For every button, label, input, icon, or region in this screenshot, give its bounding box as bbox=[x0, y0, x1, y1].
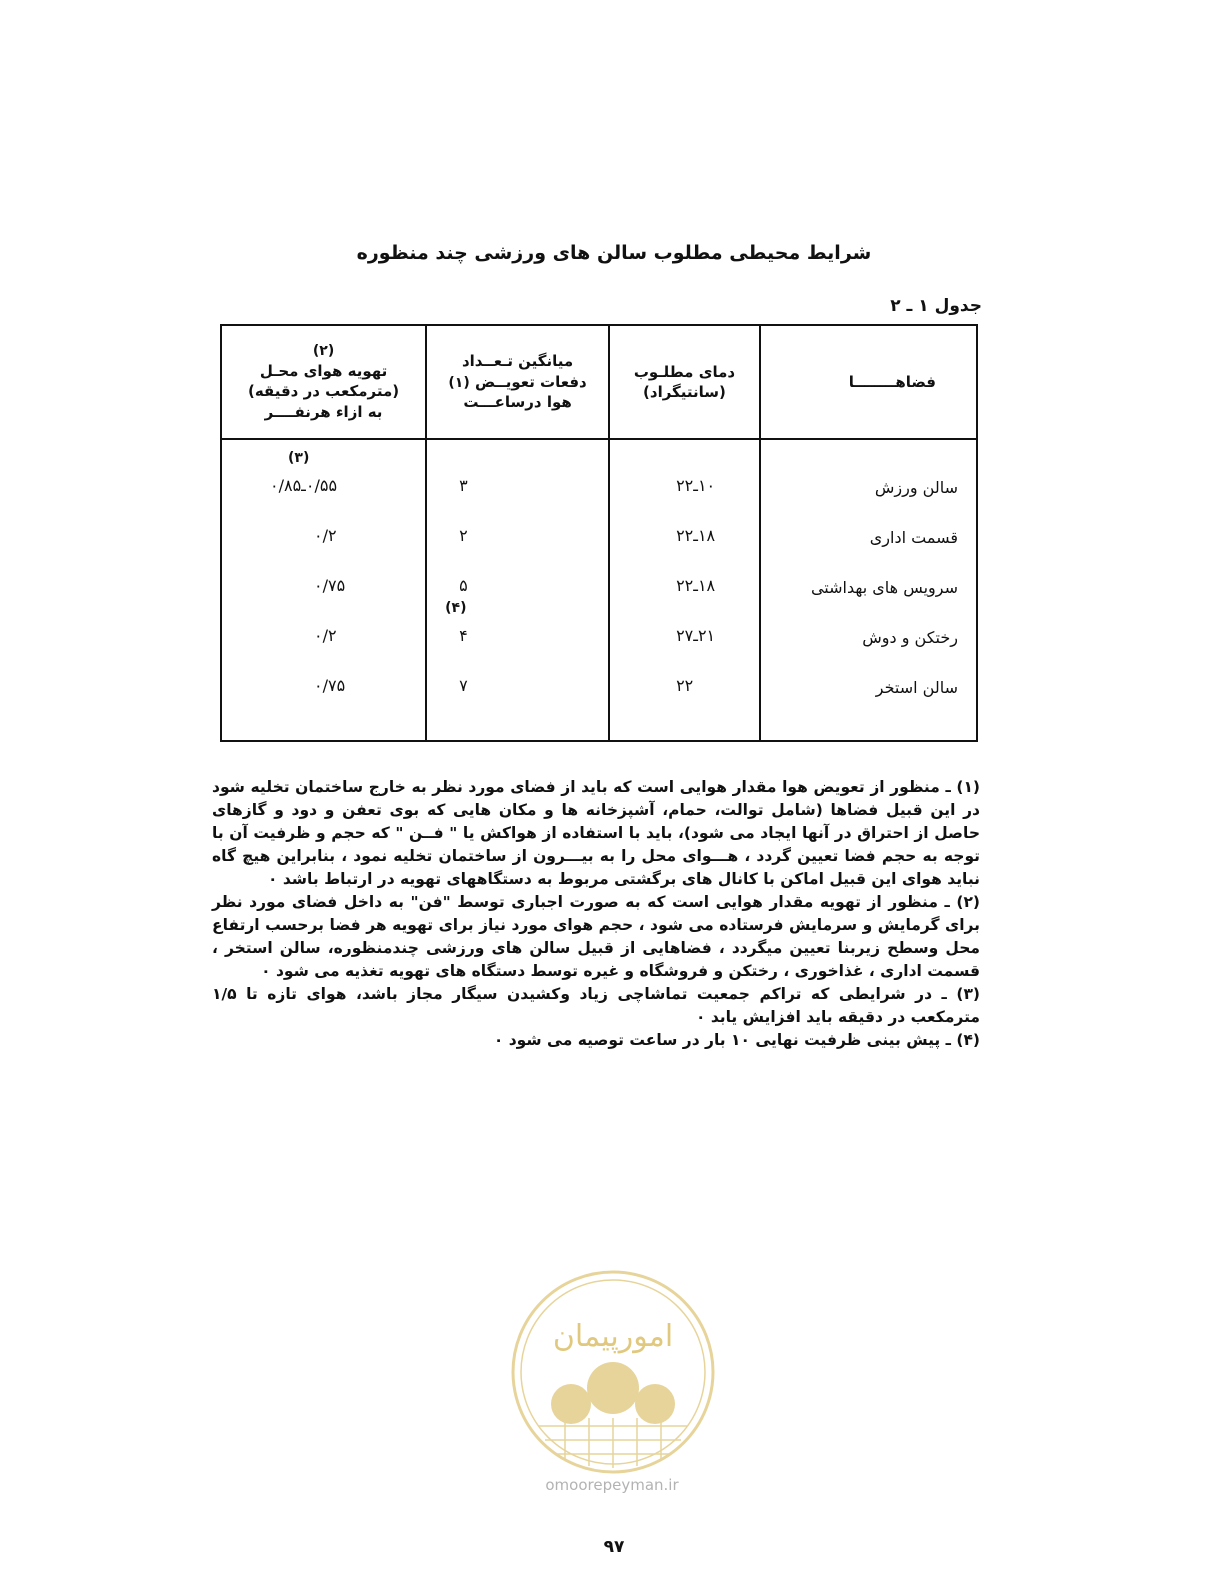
header-vent-line1: تهویه هوای محـل bbox=[259, 362, 388, 381]
footnote-4: (۴) ـ پیش بینی ظرفیت نهایی ۱۰ بار در ساعت توصیه می شود ۰ bbox=[493, 1031, 980, 1049]
header-rate-line3: هوا درساعـــت bbox=[463, 393, 572, 412]
table-cell-rate: ۲ bbox=[459, 526, 468, 545]
table-cell-rate: ۳ bbox=[459, 476, 468, 495]
header-rate-footnote-mark: (۱) bbox=[448, 374, 470, 391]
header-vent-line2: (مترمکعب در دقیقه) bbox=[247, 382, 400, 401]
watermark-logo bbox=[509, 1268, 717, 1476]
table-cell-temperature: ۲۲ bbox=[676, 676, 694, 695]
watermark-url: omoorepeyman.ir bbox=[545, 1476, 679, 1494]
header-temperature bbox=[609, 325, 760, 439]
header-rate-line1: میانگین تـعــداد bbox=[461, 352, 574, 371]
table-header-row bbox=[221, 325, 977, 439]
table-cell-rate: ۵ bbox=[459, 576, 468, 595]
table-caption: جدول ۱ ـ ۲ bbox=[890, 296, 982, 316]
header-ventilation bbox=[221, 325, 426, 439]
header-vent-line3: به ازاء هرنفــــر bbox=[264, 402, 383, 421]
footnotes bbox=[212, 776, 980, 1052]
table-cell-rate: ۴ bbox=[459, 626, 468, 645]
table-cell-rate-footnote-mark: (۴) bbox=[445, 600, 467, 616]
page-number: ۹۷ bbox=[603, 1537, 625, 1557]
header-vent-footnote-mark: (۲) bbox=[312, 343, 335, 360]
table-cell-temperature: ۱۸ـ۲۲ bbox=[676, 576, 716, 595]
header-space bbox=[760, 325, 977, 439]
table-cell-space: قسمت اداری bbox=[869, 528, 958, 547]
table-cell-temperature: ۱۸ـ۲۲ bbox=[676, 526, 716, 545]
footnote-2: (۲) ـ منظور از تهویه مقدار هوایی است که به صورت اجباری توسط "فن" به داخل فضای مورد نظر برای گرمایش و سرمایش فرستاده می شود ، حجم هوای مورد نیاز برای تهویه هر فضا برحسب ارتفاع محل وسطح زیربنا تعیین میگردد ، فضاهایی از قبیل سالن های ورزشی چندمنظوره، سالن استخر ، قسمت اداری ، غذاخوری ، رختکن و فروشگاه و غیره توسط دستگاه های تهویه تغذیه می شود ۰ bbox=[212, 893, 980, 980]
table-cell-space: سرویس های بهداشتی bbox=[810, 578, 958, 597]
header-space-label: فضاهــــــــا bbox=[848, 372, 936, 391]
table-cell-vent-footnote-mark: (۳) bbox=[288, 450, 310, 466]
table-cell-space: سالن ورزش bbox=[874, 478, 958, 497]
header-rate-line2: دفعات تعویــض bbox=[474, 372, 587, 391]
header-temperature-line1: دمای مطلـوب bbox=[633, 362, 736, 381]
table-cell-ventilation: ۰/۲ bbox=[314, 626, 337, 645]
header-air-change-rate bbox=[426, 325, 609, 439]
table-cell-ventilation: ۰/۷۵ bbox=[314, 676, 346, 695]
table-cell-ventilation: ۰/۲ bbox=[314, 526, 337, 545]
page-title: شرایط محیطی مطلوب سالن های ورزشی چند منظوره bbox=[356, 242, 872, 264]
conditions-table bbox=[220, 324, 978, 742]
table-cell-ventilation: ۰/۷۵ bbox=[314, 576, 346, 595]
watermark-gear-icon bbox=[551, 1362, 675, 1424]
table-cell-rate: ۷ bbox=[459, 676, 468, 695]
watermark-text: امورپیمان bbox=[552, 1319, 674, 1354]
header-temperature-line2: (سانتیگراد) bbox=[643, 383, 726, 401]
table-cell-temperature: ۲۱ـ۲۷ bbox=[676, 626, 716, 645]
table-cell-space: رختکن و دوش bbox=[862, 628, 958, 647]
column-ventilation bbox=[221, 439, 426, 741]
table-cell-ventilation: ۰/۵۵ـ۰/۸۵ bbox=[270, 476, 338, 495]
table-cell-temperature: ۱۰ـ۲۲ bbox=[676, 476, 716, 495]
column-temperature bbox=[609, 439, 760, 741]
table-cell-space: سالن استخر bbox=[875, 678, 958, 697]
footnote-3: (۳) ـ در شرایطی که تراکم جمعیت تماشاچی زیاد وکشیدن سیگار مجاز باشد، هوای تازه تا ۱/۵ مترمکعب در دقیقه باید افزایش یابد ۰ bbox=[212, 985, 980, 1026]
column-space bbox=[760, 439, 977, 741]
table-body-row bbox=[221, 439, 977, 741]
column-air-change-rate bbox=[426, 439, 609, 741]
footnote-1: (۱) ـ منظور از تعویض هوا مقدار هوایی است که باید از فضای مورد نظر به خارج ساختمان تخلیه شود در این قبیل فضاها (شامل توالت، حمام، آشپزخانه ها و مکان هایی که بوی تعفن و دود و گازهای حاصل از احتراق در آنها ایجاد می شود)، باید با استفاده از هواکش یا " فــن " که حجم و ظرفیت آن با توجه به حجم فضا تعیین گردد ، هـــوای محل را به بیـــرون از ساختمان تخلیه نمود ، بنابراین هیچ گاه نباید هوای این قبیل اماکن با کانال های برگشتی مربوط به دستگاههای تهویه در ارتباط باشد ۰ bbox=[212, 778, 980, 888]
